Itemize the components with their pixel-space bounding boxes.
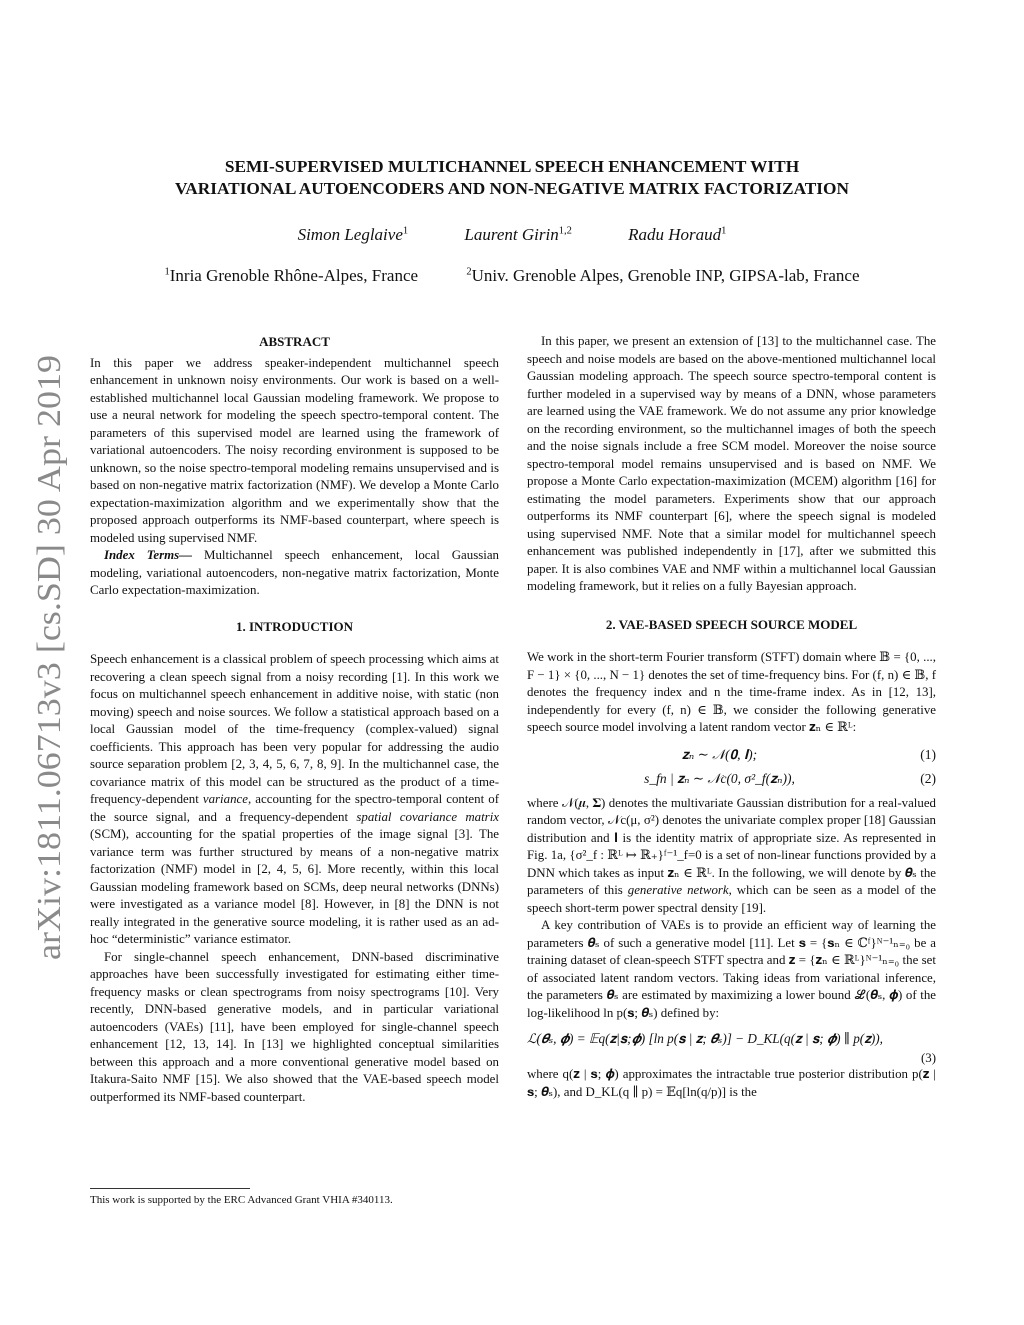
left-column (90, 333, 499, 1106)
section-2-paragraph-1: We work in the short-term Fourier transform (STFT) domain where 𝔹 = {0, ..., F − 1} × {0, ..., N − 1} denotes the set of time-frequency bins. For (f, n) ∈ 𝔹, f denotes the frequency index and n the time-frame index. As in [12, 13], independently for every (f, n) ∈ 𝔹, we consider the following generative speech source model involving a latent random vector 𝐳ₙ ∈ ℝᴸ: (527, 650, 936, 734)
arxiv-id: arXiv:1811.06713v3 [cs.SD] 30 Apr 2019 (31, 388, 68, 960)
title-line-1: SEMI-SUPERVISED MULTICHANNEL SPEECH ENHANCEMENT WITH (224, 157, 800, 176)
intro-paragraph-1 (90, 651, 499, 949)
affil-mark: 2 (466, 266, 472, 278)
intro-p1-italic-scm: spatial covariance matrix (356, 809, 500, 824)
affiliation-list (80, 266, 944, 286)
author-3 (628, 225, 726, 244)
affil-text: Univ. Grenoble Alpes, Grenoble INP, GIPSA-lab, France (471, 266, 860, 285)
intro-paragraph-3: In this paper, we present an extension of [13] to the multichannel case. The speech and noise models are based on the above-mentioned multichannel local Gaussian modeling approach. The speech source spectro-temporal content is further modeled in a supervised way by means of a DNN, whose parameters are learned using the VAE framework. We do not assume any prior knowledge on the recording environment, so the multichannel images of both the speech and the noise signals include a free SCM model. Moreover the noise source spectro-temporal model remains unsupervised and is based on NMF. We propose a Monte Carlo expectation-maximization (MCEM) algorithm [16] for estimating the model parameters. Experiments show that our approach outperforms its NMF counterpart [6], where the speech signal is modeled using supervised NMF. Note that a similar model for multichannel speech enhancement was published independently in [17], after we submitted this paper. It is also combines VAE and NMF within a multichannel local Gaussian modeling framework, but it relies on a fully Bayesian approach. (527, 334, 936, 593)
s2-p2-italic: generative network (627, 883, 729, 897)
footnote (90, 1188, 499, 1206)
author-list (80, 225, 944, 245)
footnote-rule (90, 1188, 250, 1189)
affiliation-2 (466, 266, 859, 285)
section-2-paragraph-4: where q(𝐳 | 𝐬; 𝝓) approximates the intractable true posterior distribution p(𝐳 | 𝐬; 𝜽ₛ), and D_KL(q ∥ p) = 𝔼q[ln(q/p)] is the (527, 1067, 936, 1099)
equation-1 (527, 743, 936, 767)
author-name: Laurent Girin (464, 225, 559, 244)
equation-2-expr: s_fn | 𝐳ₙ ∼ 𝒩c(0, σ²_f(𝐳ₙ)), (644, 770, 795, 786)
equation-3-expr: ℒ(𝜽ₛ, 𝝓) = 𝔼q(𝐳|𝐬;𝝓) [ln p(𝐬 | 𝐳; 𝜽ₛ)] − D_KL(q(𝐳 | 𝐬; 𝝓) ∥ p(𝐳)), (527, 1031, 883, 1047)
section-2-paragraph-2 (527, 795, 936, 918)
author-name: Simon Leglaive (297, 225, 403, 244)
intro-p1-part-b: , accounting for the spectro-temporal content of the source signal, and a frequency-dependent (90, 792, 499, 824)
author-affil-mark: 1 (402, 225, 409, 237)
footnote-text: This work is supported by the ERC Advanced Grant VHIA #340113. (90, 1194, 393, 1206)
section-2-heading: 2. VAE-BASED SPEECH SOURCE MODEL (605, 616, 858, 632)
affil-mark: 1 (164, 266, 170, 278)
s2-p2-part-b: , which can be seen as a model of the speech short-term power spectral density [19]. (527, 883, 937, 915)
author-name: Radu Horaud (628, 225, 722, 244)
intro-p1-part-a: Speech enhancement is a classical problem of speech processing which aims at recovering a clean speech signal from a noisy recording [1]. In this work we focus on multichannel speech enhancement in additive noise, with static (non moving) speech and noise sources. We follow a statistical approach based on a local Gaussian model of the time-frequency (complex-valued) signal coefficients. This approach has been very popular for addressing the audio source separation problem [2, 3, 4, 5, 6, 7, 8, 9]. In the multichannel case, the covariance matrix of this model can be structured as the product of a time-frequency-dependent (90, 652, 499, 806)
author-1 (298, 225, 409, 244)
affil-text: Inria Grenoble Rhône-Alpes, France (169, 266, 419, 285)
abstract-text: In this paper we address speaker-independent multichannel speech enhancement in unknown noisy environments. Our work is based on a well-established multichannel local Gaussian modeling framework. We propose to use a neural network for modeling the speech spectro-temporal content. The parameters of this supervised model are learned using the framework of variational autoencoders. The noisy recording environment is supposed to be unknown, so the noise spectro-temporal modeling remains unsupervised and is based on non-negative matrix factorization (NMF). We develop a Monte Carlo expectation-maximization algorithm and we experimentally show that the proposed approach outperforms its NMF-based counterpart, where speech is modeled using supervised NMF. (90, 355, 499, 545)
abstract-heading: ABSTRACT (259, 334, 330, 349)
intro-p1-part-c: (SCM), accounting for the spatial properties of the image signal [3]. The variance term was further structured by means of a non-negative matrix factorization (NMF) model in [2, 4, 5, 6]. More recently, within this local Gaussian modeling framework based on SCMs, deep neural networks (DNNs) were investigated as a variance model [8]. However, in [8] the DNN is not really integrated in the generative source modeling, it is rather used as an ad-hoc “deterministic” variance estimator. (90, 827, 499, 946)
title-line-2: VARIATIONAL AUTOENCODERS AND NON-NEGATIVE MATRIX FACTORIZATION (175, 179, 849, 198)
paper-title (80, 156, 944, 200)
author-affil-mark: 1 (721, 225, 727, 237)
index-terms (90, 547, 499, 600)
equation-2-number: (2) (920, 770, 936, 786)
index-terms-text: Multichannel speech enhancement, local Gaussian modeling, variational autoencoders, non-negative matrix factorization, Monte Carlo expectation-maximization. (90, 548, 499, 597)
equation-1-expr: 𝐳ₙ ∼ 𝒩(𝟎, 𝐈); (681, 746, 758, 762)
equation-3 (527, 1028, 936, 1050)
author-2 (464, 225, 571, 244)
s2-p2-part-a: where 𝒩(𝝁, 𝚺) denotes the multivariate Gaussian distribution for a real-valued random vector, 𝒩c(μ, σ²) denotes the univariate complex proper [18] Gaussian distribution and 𝐈 is the identity matrix of appropriate size. As represented in Fig. 1a, {σ²_f : ℝᴸ ↦ ℝ₊}ᶠ⁻¹_f=0 is a set of non-linear functions provided by a DNN which takes as input 𝐳ₙ ∈ ℝᴸ. In the following, we will denote by 𝜽ₛ the parameters of this (527, 795, 936, 897)
intro-paragraph-2: For single-channel speech enhancement, DNN-based discriminative approaches have been successfully investigated for estimating either time-frequency masks or clean spectrograms from noisy spectrograms [10]. Very recently, DNN-based generative models, and in particular variational autoencoders (VAEs) [11], have been employed for single-channel speech enhancement [12, 13, 14]. In [13] we highlighted conceptual similarities between this approach and a more conventional generative model based on Itakura-Saito NMF [15]. We also showed that the VAE-based speech model outperformed its NMF-based counterpart. (90, 949, 499, 1104)
intro-p1-italic-variance: variance (202, 792, 248, 806)
right-column (527, 333, 936, 1101)
equation-2 (527, 767, 936, 791)
arxiv-sidebar-stamp (2, 350, 82, 970)
equation-1-number: (1) (920, 746, 936, 762)
affiliation-1 (164, 266, 418, 285)
equation-3-number: (3) (920, 1051, 936, 1065)
section-1-heading: 1. INTRODUCTION (235, 618, 353, 634)
section-2-paragraph-3: A key contribution of VAEs is to provide an efficient way of learning the parameters 𝜽ₛ of such a generative model [11]. Let 𝐬 = {𝐬ₙ ∈ ℂᶠ}ᴺ⁻¹ₙ₌₀ be a training dataset of clean-speech STFT spectra and 𝐳 = {𝐳ₙ ∈ ℝᴸ}ᴺ⁻¹ₙ₌₀ the set of associated latent random vectors. Taking ideas from variational inference, the parameters 𝜽ₛ are estimated by maximizing a lower bound ℒ(𝜽ₛ, 𝝓) of the log-likelihood ln p(𝐬; 𝜽ₛ) defined by: (527, 918, 936, 1020)
author-affil-mark: 1,2 (558, 225, 572, 237)
arxiv-stamp-svg (2, 350, 82, 970)
index-terms-label: Index Terms— (104, 548, 193, 562)
